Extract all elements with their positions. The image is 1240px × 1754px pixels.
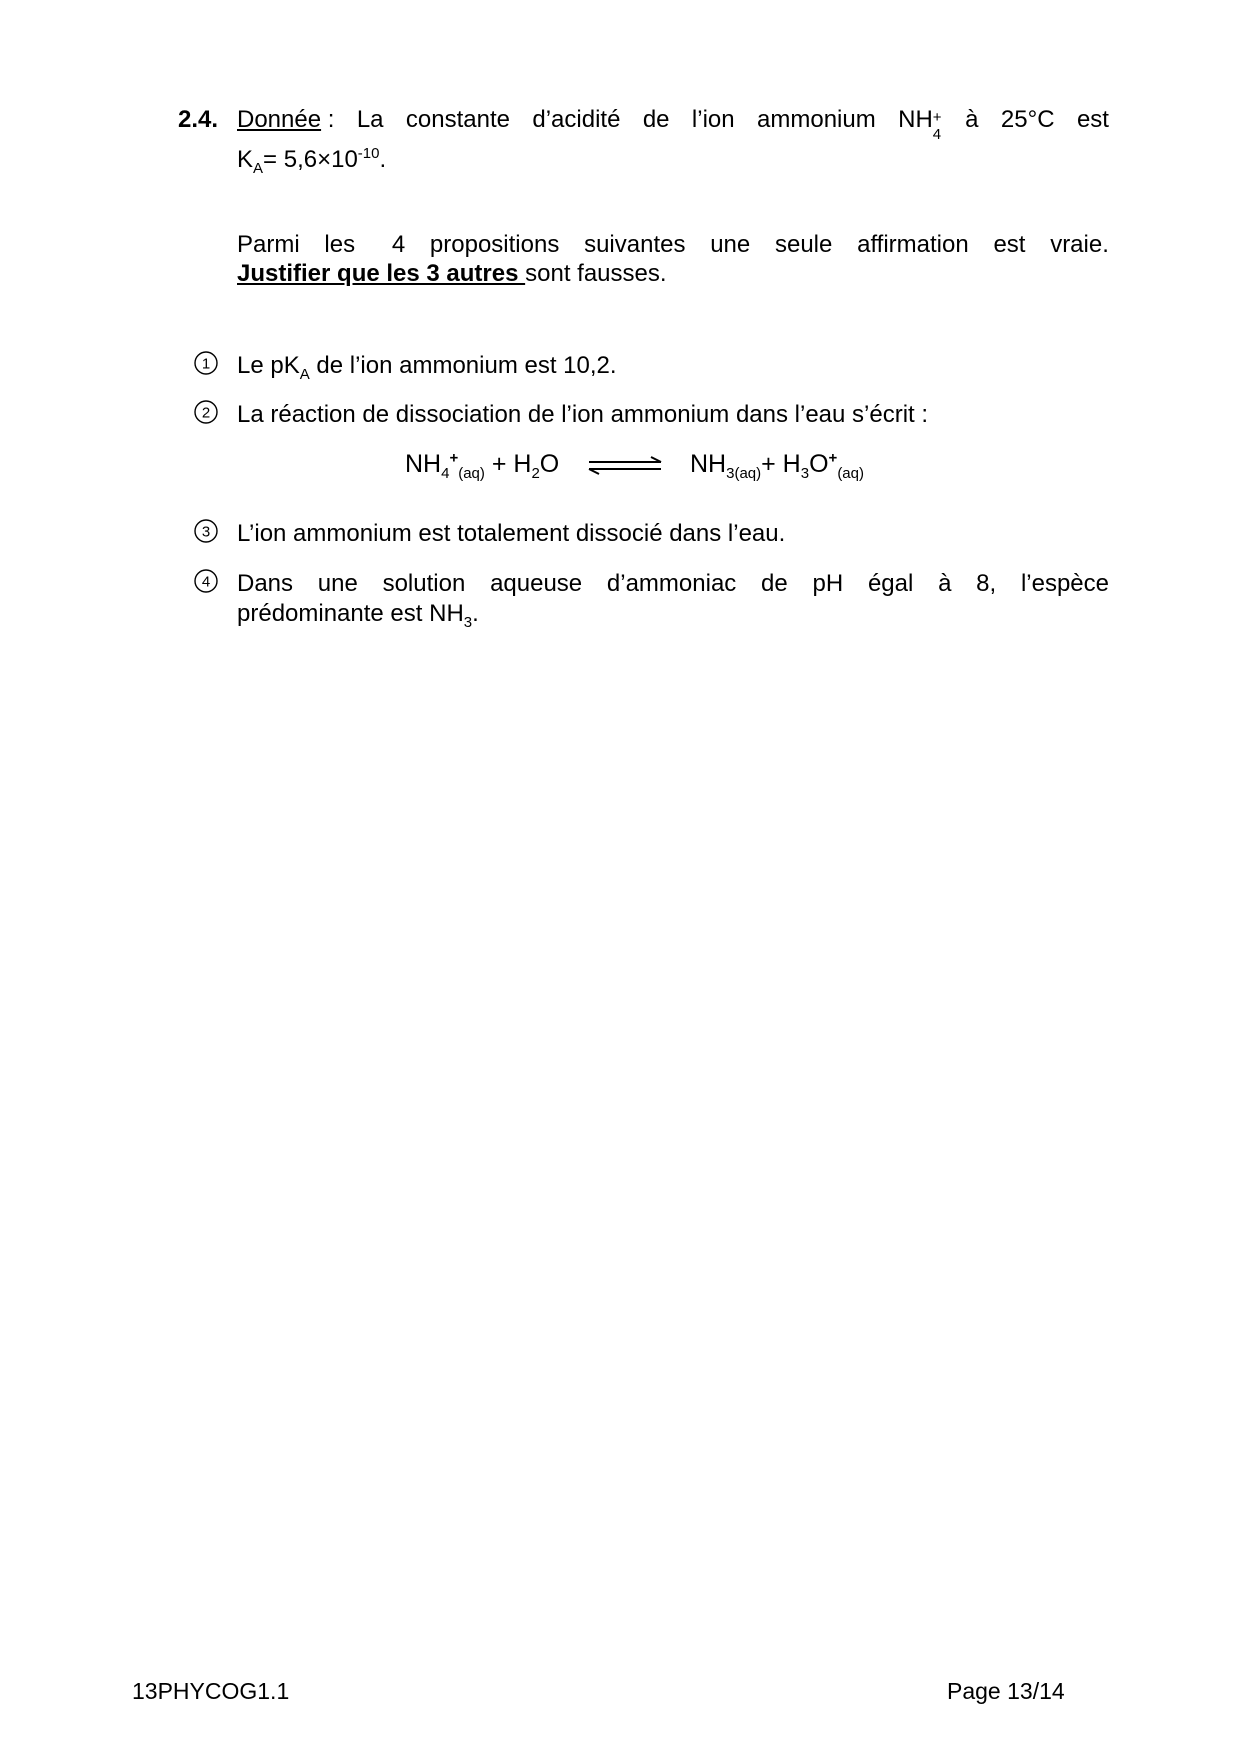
word: est [993,231,1026,258]
donnee-lead: Donnée : [237,106,335,133]
word: égal [867,570,914,597]
word: est [1076,106,1109,133]
svg-text:1: 1 [201,355,211,373]
word: suivantes [584,231,686,258]
word: La [356,106,384,133]
question-number: 2.4. [178,106,219,133]
page-number: Page 13/14 [947,1678,1065,1704]
donnee-line [237,106,1109,143]
word: 8, [976,570,997,597]
word: constante [405,106,510,133]
word: de [642,106,670,133]
equation-reactants: $NH_4^+_{(aq)} + H_2O$ [405,449,560,482]
proposition-4-line-2: prédominante est $NH_3$. [237,600,479,631]
word: vraie. [1050,231,1109,258]
word: aqueuse [490,570,583,597]
word: l’espèce [1020,570,1109,597]
word: affirmation [857,231,969,258]
word: les [324,231,356,258]
word: une [317,570,358,597]
word: ammonium [757,106,876,133]
word: 4 [391,231,406,258]
justify-line: Justifier que les 3 autres sont fausses. [237,260,667,287]
word: à [965,106,979,133]
circled-two-icon [193,399,223,429]
proposition-4-line-1 [237,570,1109,598]
word: d’ammoniac [606,570,737,597]
word: de [761,570,788,597]
intro-line [237,231,1109,259]
svg-text:2: 2 [201,404,211,422]
word: propositions [429,231,560,258]
donnee-label: Donnée [237,106,322,133]
circled-four-icon [193,568,223,598]
word: d’acidité [532,106,621,133]
justify-instruction: Justifier que les 3 autres [237,260,526,287]
ion-formula: NH + 4 [898,106,942,143]
word: à [938,570,952,597]
dissociation-equation [405,446,885,486]
word: l’ion [691,106,735,133]
proposition-2: La réaction de dissociation de l’ion ammonium dans l’eau s’écrit : [237,401,929,428]
word: solution [382,570,466,597]
proposition-3: L’ion ammonium est totalement dissocié dans l’eau. [237,520,786,547]
equation-products: $NH_{3(aq)}+ H_3O^+_{(aq)}$ [690,449,864,482]
proposition-1: Le $pK_A$ de l’ion ammonium est 10,2. [237,352,617,383]
document-code: 13PHYCOG1.1 [132,1678,290,1704]
svg-text:3: 3 [201,523,211,541]
word: seule [774,231,833,258]
ka-line: $K_A= 5,6\times 10^{-10}$. [237,145,387,177]
equilibrium-arrow-icon [585,454,665,483]
word: une [710,231,751,258]
circled-one-icon [193,350,223,380]
word: Parmi [237,231,300,258]
word: 25°C [1000,106,1055,133]
word: pH [812,570,844,597]
circled-three-icon [193,518,223,548]
svg-text:4: 4 [201,573,211,591]
word: Dans [237,570,294,597]
